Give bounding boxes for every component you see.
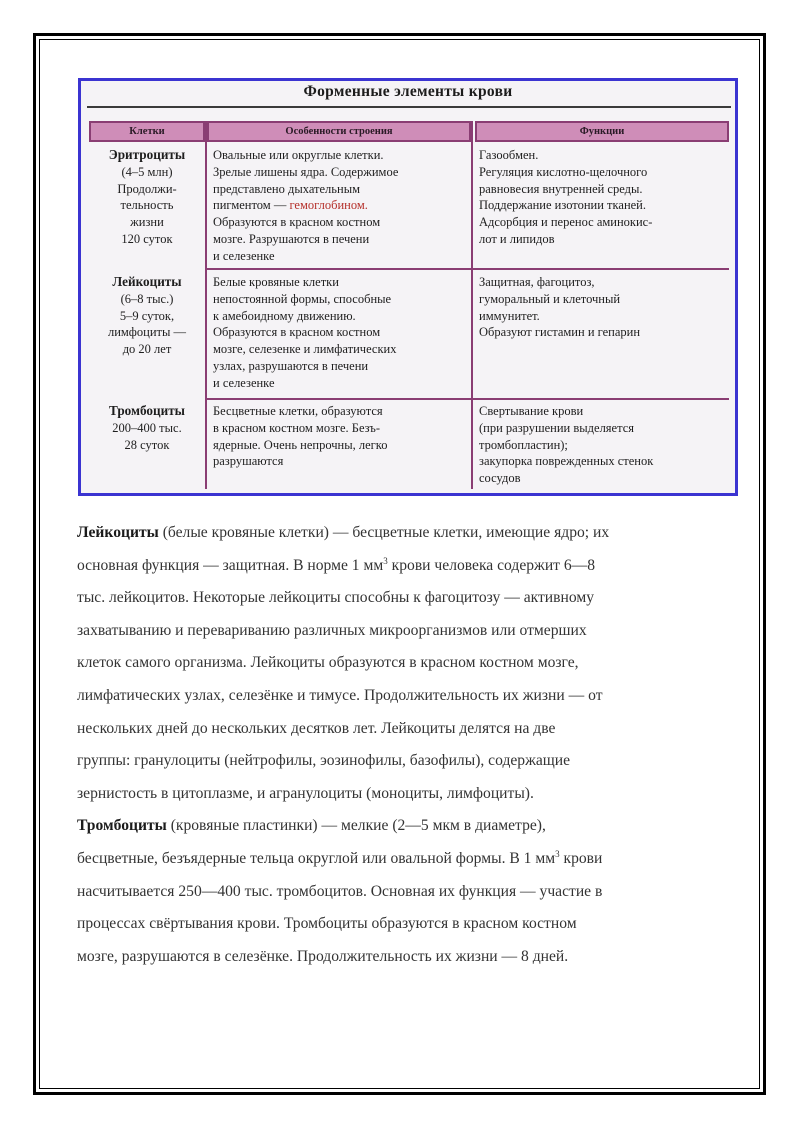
structure-line: в красном костном мозге. Безъ- — [213, 420, 381, 435]
function-line: иммунитет. — [479, 308, 540, 323]
function-line: Адсорбция и перенос аминокис- — [479, 215, 653, 230]
cell-line: 28 суток — [124, 437, 170, 452]
cell-line: тельность — [120, 198, 174, 213]
table-title: Форменные элементы крови — [303, 83, 513, 100]
structure-line: Бесцветные клетки, образуются — [213, 404, 383, 418]
row-erythrocytes-structure — [213, 147, 469, 265]
paragraph-leukocytes-line — [77, 517, 737, 550]
structure-line: мозге, селезенке и лимфатических — [213, 342, 397, 357]
text-run: (белые кровяные клетки) — бесцветные клетки, имеющие ядро; их — [158, 524, 610, 541]
cell-line: (4–5 млн) — [121, 164, 173, 179]
cell-line: жизни — [130, 215, 164, 230]
function-line: Поддержание изотонии тканей. — [479, 198, 646, 213]
superscript: 3 — [555, 848, 560, 859]
paragraph-leukocytes-line: зернистость в цитоплазме, и агранулоциты (моноциты, лимфоциты). — [77, 784, 534, 802]
structure-line: представлено дыхательным — [213, 181, 360, 196]
function-line: равновесия внутренней среды. — [479, 181, 643, 196]
paragraph-leukocytes-line: клеток самого организма. Лейкоциты образуются в красном костном мозге, — [77, 654, 579, 672]
paragraph-leukocytes-line: нескольких дней до нескольких десятков лет. Лейкоциты делятся на две — [77, 719, 556, 737]
row-leukocytes-cell — [89, 274, 205, 358]
cell-line: 5–9 суток, — [119, 308, 175, 323]
text-run: крови человека содержит 6—8 — [387, 556, 596, 574]
function-line: Свертывание крови — [479, 404, 584, 418]
cell-line: лимфоциты — — [107, 325, 187, 340]
blood-elements-table — [78, 78, 738, 496]
paragraph-leukocytes-line — [77, 550, 737, 583]
function-line: (при разрушении выделяется — [479, 420, 635, 435]
structure-line: Образуются в красном костном — [213, 325, 381, 340]
paragraph-leukocytes-line: тыс. лейкоцитов. Некоторые лейкоциты способны к фагоцитозу — активному — [77, 589, 595, 607]
row-leukocytes-structure — [213, 274, 469, 392]
row-erythrocytes-cell — [89, 147, 205, 248]
header-functions: Функции — [475, 121, 729, 142]
structure-line: к амебоидному движению. — [213, 308, 356, 323]
cell-line: Продолжи- — [117, 181, 177, 196]
structure-line: разрушаются — [213, 454, 284, 469]
structure-line: Белые кровяные клетки — [213, 275, 339, 289]
paragraph-leukocytes-line: захватыванию и перевариванию различных микроорганизмов или отмерших — [77, 621, 587, 639]
paragraph-thrombocytes-line — [77, 810, 737, 843]
row-thrombocytes-functions — [479, 403, 729, 487]
header-structure: Особенности строения — [207, 121, 471, 142]
structure-line: и селезенке — [213, 248, 275, 263]
structure-line: непостоянной формы, способные — [213, 291, 392, 306]
cell-name: Эритроциты — [108, 147, 186, 162]
superscript: 3 — [383, 555, 388, 566]
structure-line: мозге. Разрушаются в печени — [213, 231, 370, 246]
function-line: Образуют гистамин и гепарин — [479, 325, 641, 340]
cell-line: (6–8 тыс.) — [120, 291, 174, 306]
cell-line: до 20 лет — [122, 342, 172, 357]
paragraph-thrombocytes-line: процессах свёртывания крови. Тромбоциты образуются в красном костном — [77, 915, 577, 933]
row-divider — [207, 398, 729, 400]
paragraph-thrombocytes-line: насчитывается 250—400 тыс. тромбоцитов. Основная их функция — участие в — [77, 882, 603, 900]
header-cells: Клетки — [89, 121, 205, 142]
row-thrombocytes-structure — [213, 403, 469, 470]
function-line: Регуляция кислотно-щелочного — [479, 164, 648, 179]
cell-line: 200–400 тыс. — [112, 420, 182, 435]
cell-name: Лейкоциты — [112, 274, 182, 289]
function-line: гуморальный и клеточный — [479, 291, 621, 306]
column-divider — [205, 121, 207, 489]
function-line: Защитная, фагоцитоз, — [479, 275, 595, 289]
row-leukocytes-functions — [479, 274, 729, 341]
body-text — [77, 517, 737, 973]
row-divider — [207, 268, 729, 270]
term-thrombocytes: Тромбоциты — [77, 817, 167, 835]
text-run: основная функция — защитная. В норме 1 мм — [77, 556, 384, 574]
hemoglobin-term: гемоглобином. — [289, 198, 368, 213]
function-line: закупорка поврежденных стенок — [479, 454, 654, 469]
row-erythrocytes-functions — [479, 147, 729, 248]
structure-line: Образуются в красном костном — [213, 215, 381, 230]
function-line: Газообмен. — [479, 148, 539, 162]
cell-name: Тромбоциты — [109, 403, 185, 418]
structure-line: и селезенке — [213, 375, 275, 390]
row-thrombocytes-cell — [89, 403, 205, 453]
structure-line: ядерные. Очень непрочны, легко — [213, 437, 388, 452]
function-line: лот и липидов — [479, 231, 555, 246]
column-divider — [471, 121, 473, 489]
text-run: крови — [559, 849, 603, 867]
function-line: тромбопластин); — [479, 437, 568, 452]
paragraph-leukocytes-line: группы: гранулоциты (нейтрофилы, эозинофилы, базофилы), содержащие — [77, 752, 571, 770]
structure-line: Зрелые лишены ядра. Содержимое — [213, 164, 399, 179]
paragraph-thrombocytes-line: мозге, разрушаются в селезёнке. Продолжительность их жизни — 8 дней. — [77, 947, 569, 965]
function-line: сосудов — [479, 471, 521, 486]
structure-line: узлах, разрушаются в печени — [213, 358, 369, 373]
title-rule — [87, 106, 731, 108]
paragraph-thrombocytes-line — [77, 843, 737, 876]
text-run: (кровяные пластинки) — мелкие (2—5 мкм в диаметре), — [166, 817, 546, 835]
paragraph-leukocytes-line: лимфатических узлах, селезёнке и тимусе. Продолжительность их жизни — от — [77, 686, 603, 704]
cell-line: 120 суток — [121, 231, 173, 246]
structure-text: пигментом — — [213, 198, 290, 213]
structure-line — [213, 197, 469, 214]
term-leukocytes: Лейкоциты — [77, 524, 159, 541]
text-run: бесцветные, безъядерные тельца округлой или овальной формы. В 1 мм — [77, 849, 556, 867]
structure-line: Овальные или округлые клетки. — [213, 148, 384, 162]
